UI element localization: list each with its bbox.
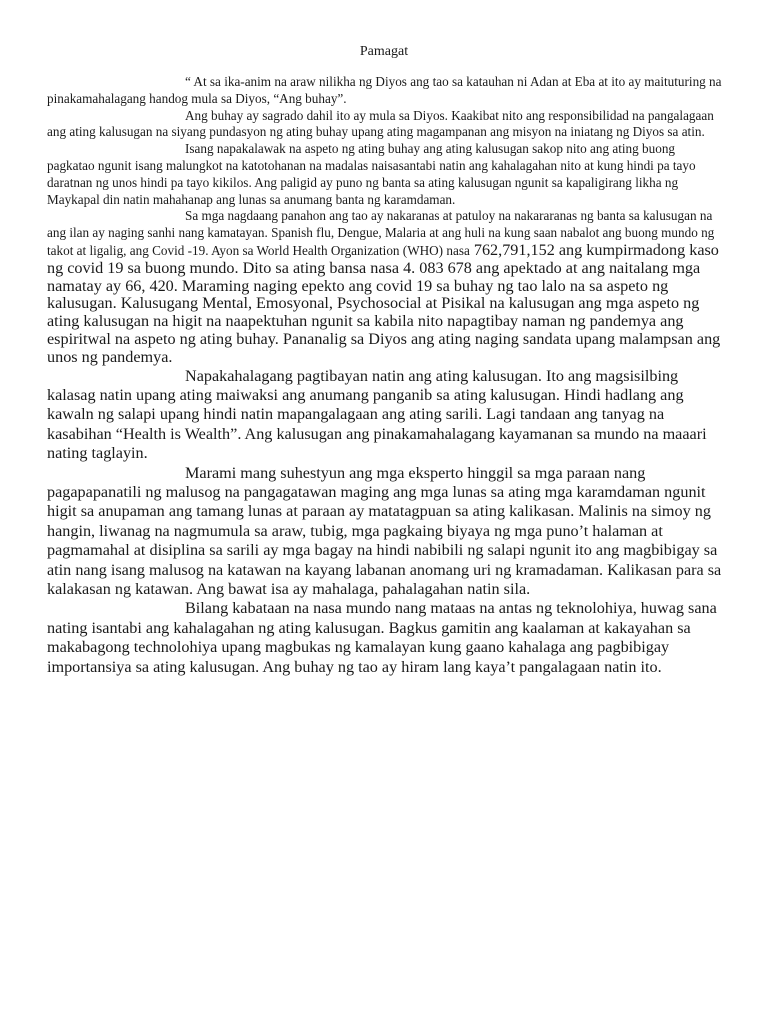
paragraph-6: Marami mang suhestyun ang mga eksperto hinggil sa mga paraan nang pagapapanatili ng malusog na pangagatawan maging ang mga lunas sa ating mga karamdaman ngunit higit sa anupaman ang tamang lunas at paraan ay matatagpuan sa ating kalikasan. Malinis na simoy ng hangin, liwanag na nagmumula sa araw, tubig, mga pagkaing biyaya ng mga puno’t halaman at pagmamahal at disiplina sa sarili ay mga bagay na hindi nabibili ng salapi ngunit ito ang magbibigay sa atin nang isang malusog na katawan na kayang labanan anomang uri ng kramadaman. Kalikasan para sa kalakasan ng katawan. Ang bawat isa ay mahalaga, pahalagahan natin sila. <box>47 463 722 599</box>
document-body <box>47 74 722 677</box>
paragraph-2: Ang buhay ay sagrado dahil ito ay mula sa Diyos. Kaakibat nito ang responsibilidad na pangalagaan ang ating kalusugan na siyang pundasyon ng ating buhay upang ating magampanan ang misyon na iniatang ng Diyos sa atin. <box>47 107 714 140</box>
paragraph-4-small-text: Sa mga nagdaang panahon ang tao ay nakaranas at patuloy na nakararanas ng banta sa kalusugan na ang ilan ay naging sanhi nang kamatayan. Spanish flu, Dengue, Malaria at ang huli na kung saan nabalot ang buong mundo ng takot at ligalig, ang Covid -19. Ayon sa World Health Organization (WHO) nasa <box>47 208 715 258</box>
paragraph-4-large-text: 762,791,152 ang kumpirmadong kaso ng covid 19 sa buong mundo. Dito sa ating bansa nasa 4. 083 678 ang apektado at ang naitalang mga namatay ay 66, 420. Maraming naging epekto ang covid 19 sa buhay ng tao lalo na sa aspeto ng kalusugan. Kalusugang Mental, Emosyonal, Psychosocial at Pisikal na kalusugan ang mga aspeto ng ating kalusugan na higit na naapektuhan ngunit sa kabila nito napagtibay naman ng pandemya ang espiritwal na aspeto ng ating buhay. Pananalig sa Diyos ang ating naging sandata upang malampsan ang unos ng pandemya. <box>47 240 721 366</box>
paragraph-5: Napakahalagang pagtibayan natin ang ating kalusugan. Ito ang magsisilbing kalasag natin upang ating maiwaksi ang anumang panganib sa ating kalusugan. Hindi hadlang ang kawaln ng salapi upang hindi natin mapangalagaan ang ating sarili. Lagi tandaan ang tanyag na kasabihan “Health is Wealth”. Ang kalusugan ang pinakamahalagang kayamanan sa mundo na maaari nating taglayin. <box>47 366 707 463</box>
paragraph-1: “ At sa ika-anim na araw nilikha ng Diyos ang tao sa katauhan ni Adan at Eba at ito ay maituturing na pinakamahalagang handog mula sa Diyos, “Ang buhay”. <box>47 74 722 106</box>
paragraph-4 <box>47 208 722 366</box>
document-title: Pamagat <box>359 44 409 59</box>
paragraph-7: Bilang kabataan na nasa mundo nang mataas na antas ng teknolohiya, huwag sana nating isantabi ang kahalagahan ng ating kalusugan. Bagkus gamitin ang kaalaman at kakayahan sa makabagong technolohiya upang magbukas ng kamalayan kung gaano kahalaga ang pagbibigay importansiya sa ating kalusugan. Ang buhay ng tao ay hiram lang kaya’t pangalagaan natin ito. <box>47 599 717 676</box>
paragraph-3: Isang napakalawak na aspeto ng ating buhay ang ating kalusugan sakop nito ang ating buong pagkatao ngunit isang malungkot na katotohanan na madalas naisasantabi natin ang kahalagahan nito at kung hindi pa tayo daratnan ng unos hindi pa tayo kikilos. Ang paligid ay puno ng banta sa ating kalusugan ngunit sa kapaligirang likha ng Maykapal din natin mahahanap ang lunas sa anumang banta ng karamdaman. <box>47 141 696 207</box>
